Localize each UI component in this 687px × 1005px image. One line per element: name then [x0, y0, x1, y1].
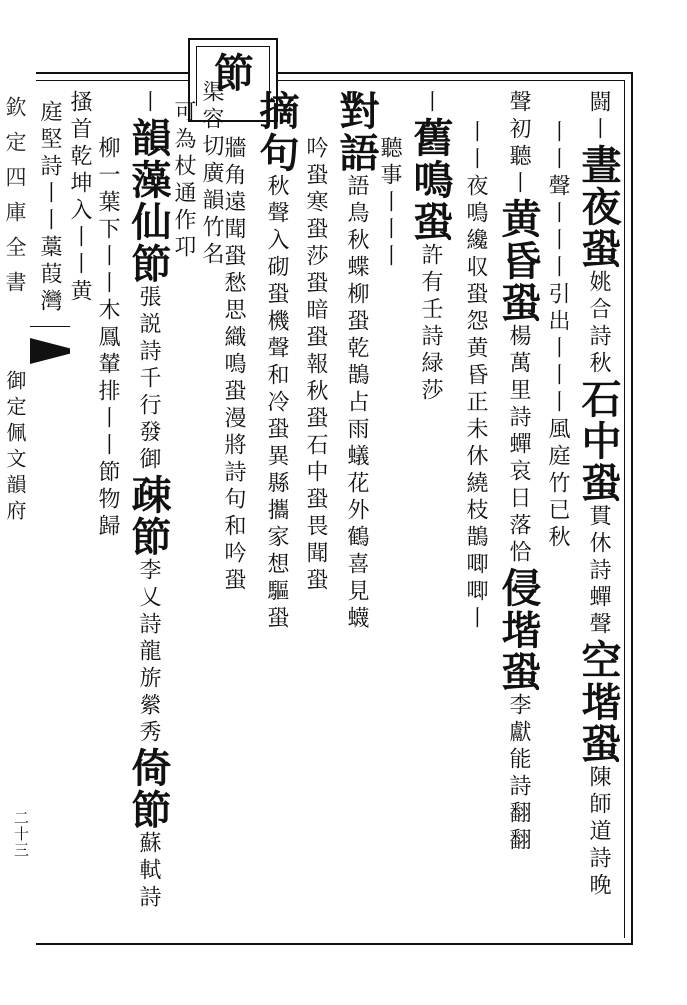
headword: 對語 [333, 90, 380, 174]
gloss-text: 闘 [586, 90, 611, 117]
gloss-text: 乾鵲 [344, 336, 369, 390]
gloss-text: 報秋蛩 [303, 352, 328, 433]
text-column [328, 90, 385, 633]
text-column [570, 90, 627, 900]
spine-volume-title: 御定佩文韻府 [3, 370, 27, 526]
headword: 晝夜蛩 [575, 144, 622, 270]
gloss-text: 丨丨 [545, 120, 570, 174]
headword: 韻藻 [125, 117, 172, 201]
gloss-text: 柳一葉下丨丨 [95, 136, 120, 298]
gloss-text: 許有壬詩緑莎 [418, 243, 443, 405]
text-column [248, 90, 305, 633]
gloss-text: 柳蛩 [344, 282, 369, 336]
gloss-text: 李乂詩龍旂縈秀 [136, 558, 161, 747]
gloss-text: 搔首乾坤入丨丨黄 [67, 90, 92, 306]
gloss-text: 纔収蛩怨黄昏正未休 [463, 228, 488, 471]
gloss-text: 語鳥 [344, 174, 369, 228]
gloss-text: 丨 [586, 117, 611, 144]
gloss-text: 漫將詩句和吟蛩 [221, 406, 246, 595]
gloss-text: 暗蛩 [303, 298, 328, 352]
gloss-text: 異縣攜家想驅蛩 [264, 444, 289, 633]
gloss-text: 石中蛩 [303, 433, 328, 514]
gloss-text: 繞枝鵲唧唧丨 [463, 471, 488, 633]
gloss-text: 節物歸 [95, 460, 120, 541]
headword: 仙節 [125, 201, 172, 285]
gloss-text: 陳師道詩晚 [586, 765, 611, 900]
headword: 石中蛩 [575, 378, 622, 504]
gloss-text: 莎蛩 [303, 244, 328, 298]
gloss-text: 庭堅詩丨丨藁葭灣 [37, 100, 62, 316]
page-number: 二十三 [12, 810, 30, 858]
spine-book-title: 欽定四庫全書 [3, 96, 27, 306]
gloss-text: 引出丨丨丨 [545, 282, 570, 417]
headword: 倚節 [125, 747, 172, 831]
gloss-text: 聲丨丨丨 [545, 174, 570, 282]
text-column [34, 100, 65, 316]
gloss-text: 畏聞蛩 [303, 514, 328, 595]
gloss-text: 占雨蟻 [344, 390, 369, 471]
gloss-text: 張説詩千行發 [136, 285, 161, 447]
gloss-text: 秋聲入砌蛩 [264, 174, 289, 309]
headword: 空堦蛩 [575, 639, 622, 765]
gloss-text: 御 [136, 447, 161, 474]
gloss-text: 渠容切廣韻竹名 [199, 80, 224, 269]
gloss-text: 貫休詩蟬聲 [586, 504, 611, 639]
header-rhyme-char: 節 [214, 50, 254, 97]
gloss-text: 丨丨夜鳴 [463, 120, 488, 228]
headword: 侵堦蛩 [495, 567, 542, 693]
text-column [196, 80, 227, 269]
gloss-text: 蘇軾詩 [136, 831, 161, 912]
gloss-text: 丨 [136, 90, 161, 117]
gloss-text: 吟蛩 [303, 136, 328, 190]
gloss-text: 風庭竹已秋 [545, 417, 570, 552]
gloss-text: 秋蝶 [344, 228, 369, 282]
text-column [120, 90, 177, 912]
text-column [64, 90, 95, 306]
gloss-text: 李獻能詩翻翻 [506, 693, 531, 855]
gloss-text: 寒蛩 [303, 190, 328, 244]
gloss-text: 丨 [418, 90, 443, 117]
gloss-text: 可為杖通作卭 [171, 100, 196, 262]
gloss-text: 機聲和冷蛩 [264, 309, 289, 444]
gloss-text: 愁思織鳴蛩 [221, 271, 246, 406]
text-column [490, 90, 547, 855]
text-column [460, 120, 491, 633]
headword: 疎節 [125, 474, 172, 558]
text-column [402, 90, 459, 405]
gloss-text: 牆角遠聞蛩 [221, 136, 246, 271]
headword: 舊鳴蛩 [407, 117, 454, 243]
gloss-text: 木鳳輦排丨丨 [95, 298, 120, 460]
gloss-text: 聽事丨丨丨 [377, 136, 402, 271]
gloss-text: 姚合詩秋 [586, 270, 611, 378]
headword: 黄昏蛩 [495, 198, 542, 324]
gloss-text: 楊萬里詩蟬哀日落恰 [506, 324, 531, 567]
gloss-text: 喜見蠛 [344, 552, 369, 633]
headword: 摘句 [253, 90, 300, 174]
text-column [92, 136, 123, 541]
gloss-text: 聲初聽丨 [506, 90, 531, 198]
gloss-text: 花外鶴 [344, 471, 369, 552]
